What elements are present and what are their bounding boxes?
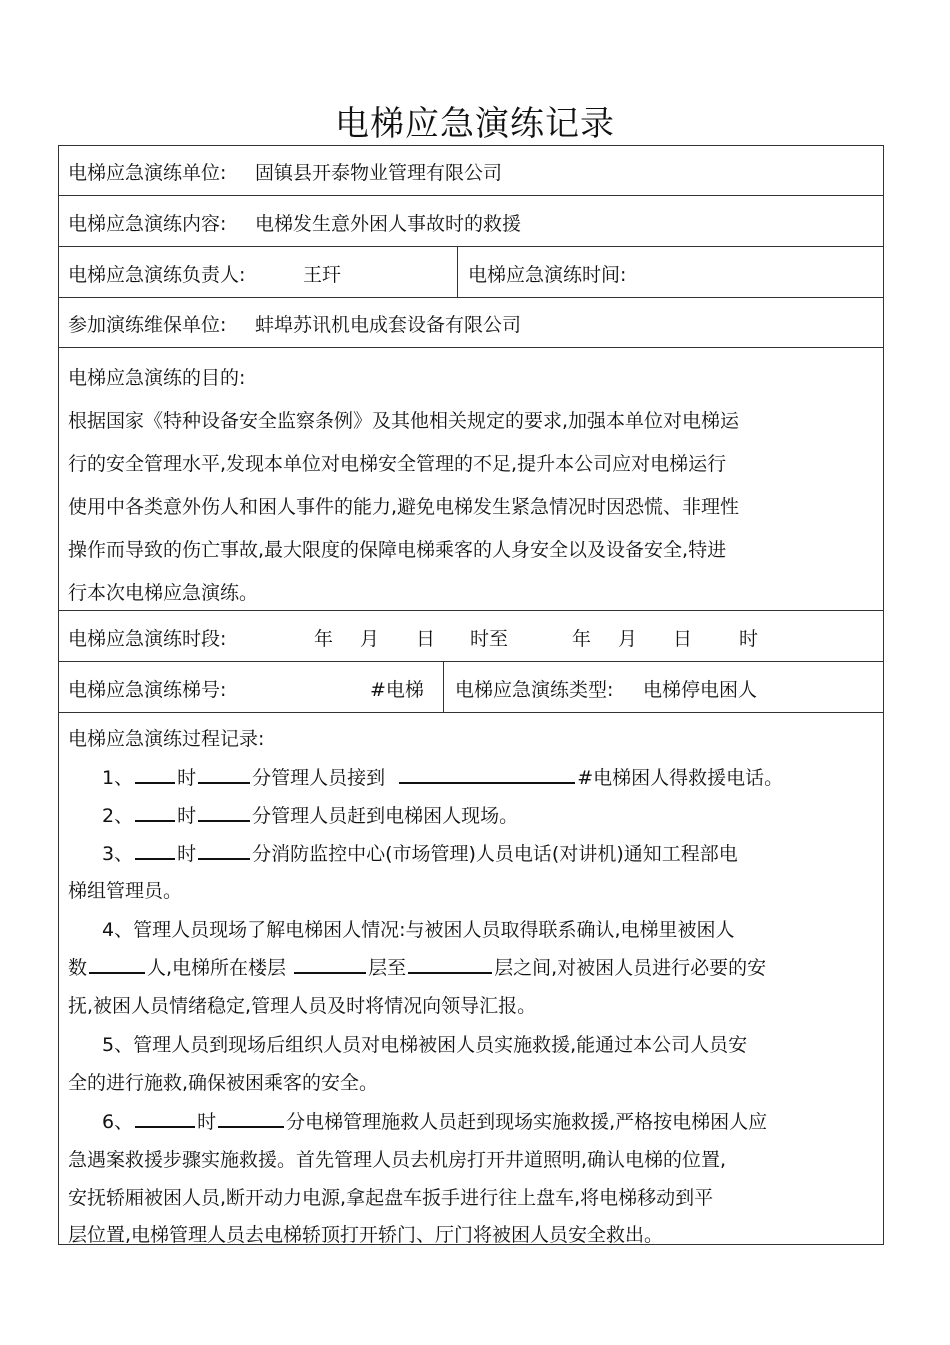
- type-value: 电梯停电困人: [643, 679, 758, 701]
- step-1: 1、 时 分管理人员接到 #电梯困人得救援电话。: [102, 763, 783, 790]
- row-leader: [59, 247, 883, 298]
- purpose-line: 行的安全管理水平,发现本单位对电梯安全管理的不足,提升本公司应对电梯运行: [68, 453, 727, 475]
- step-5-line1: 5、管理人员到现场后组织人员对电梯被困人员实施救援,能通过本公司人员安: [102, 1034, 748, 1056]
- period-year-end: 年: [572, 628, 592, 650]
- row-purpose: [59, 348, 883, 611]
- step-6-line3: 安抚轿厢被困人员,断开动力电源,拿起盘车扳手进行往上盘车,将电梯移动到平: [68, 1187, 714, 1209]
- period-day-start: 日: [416, 628, 436, 650]
- leader-value: 王玕: [303, 264, 342, 286]
- purpose-line: 根据国家《特种设备安全监察条例》及其他相关规定的要求,加强本单位对电梯运: [68, 410, 740, 432]
- period-month-start: 月: [360, 628, 380, 650]
- period-day-end: 日: [673, 628, 693, 650]
- step-6-line4: 层位置,电梯管理人员去电梯轿顶打开轿门、厅门将被困人员安全救出。: [68, 1224, 664, 1246]
- row-period: [59, 611, 883, 662]
- step-6-line1: 6、 时 分电梯管理施救人员赶到现场实施救援,严格按电梯困人应: [102, 1107, 767, 1134]
- row-process: [59, 713, 883, 1244]
- step-4-line3: 抚,被困人员情绪稳定,管理人员及时将情况向领导汇报。: [68, 995, 537, 1017]
- step-2: 2、 时 分管理人员赶到电梯困人现场。: [102, 801, 518, 828]
- step-6-line2: 急遇案救援步骤实施救援。首先管理人员去机房打开井道照明,确认电梯的位置,: [68, 1149, 727, 1171]
- step-4-line1: 4、管理人员现场了解电梯困人情况:与被困人员取得联系确认,电梯里被困人: [102, 919, 735, 941]
- period-hour-end: 时: [739, 628, 759, 650]
- row-elevator: [59, 662, 883, 713]
- process-label: 电梯应急演练过程记录:: [68, 728, 265, 750]
- row-unit: [59, 146, 883, 196]
- period-year-start: 年: [314, 628, 334, 650]
- elevator-value: #电梯: [370, 679, 424, 701]
- page-title: 电梯应急演练记录: [335, 104, 615, 144]
- elevator-divider: [443, 662, 444, 712]
- period-month-end: 月: [618, 628, 638, 650]
- type-label: 电梯应急演练类型:: [455, 679, 614, 701]
- content-value: 电梯发生意外困人事故时的救援: [255, 213, 522, 235]
- purpose-line: 操作而导致的伤亡事故,最大限度的保障电梯乘客的人身安全以及设备安全,特进: [68, 539, 727, 561]
- leader-label: 电梯应急演练负责人:: [68, 264, 246, 286]
- step-3: 3、 时 分消防监控中心(市场管理)人员电话(对讲机)通知工程部电: [102, 839, 738, 866]
- step-3-line2: 梯组管理员。: [68, 880, 183, 902]
- step-5-line2: 全的进行施救,确保被困乘客的安全。: [68, 1072, 379, 1094]
- step-4-line2: 数 人,电梯所在楼层 层至 层之间,对被困人员进行必要的安: [68, 953, 766, 980]
- time-label: 电梯应急演练时间:: [468, 264, 627, 286]
- elevator-label: 电梯应急演练梯号:: [68, 679, 227, 701]
- purpose-line: 使用中各类意外伤人和困人事件的能力,避免电梯发生紧急情况时因恐慌、非理性: [68, 496, 740, 518]
- row-maint: [59, 298, 883, 348]
- leader-divider: [457, 247, 458, 297]
- maint-label: 参加演练维保单位:: [68, 314, 227, 336]
- record-table: [58, 145, 884, 1245]
- unit-value: 固镇县开泰物业管理有限公司: [255, 162, 503, 184]
- unit-label: 电梯应急演练单位:: [68, 162, 227, 184]
- period-label: 电梯应急演练时段:: [68, 628, 227, 650]
- period-hour-to: 时至: [470, 628, 509, 650]
- row-content: [59, 196, 883, 247]
- purpose-label: 电梯应急演练的目的:: [68, 367, 246, 389]
- content-label: 电梯应急演练内容:: [68, 213, 227, 235]
- purpose-line: 行本次电梯应急演练。: [68, 582, 259, 604]
- maint-value: 蚌埠苏讯机电成套设备有限公司: [255, 314, 522, 336]
